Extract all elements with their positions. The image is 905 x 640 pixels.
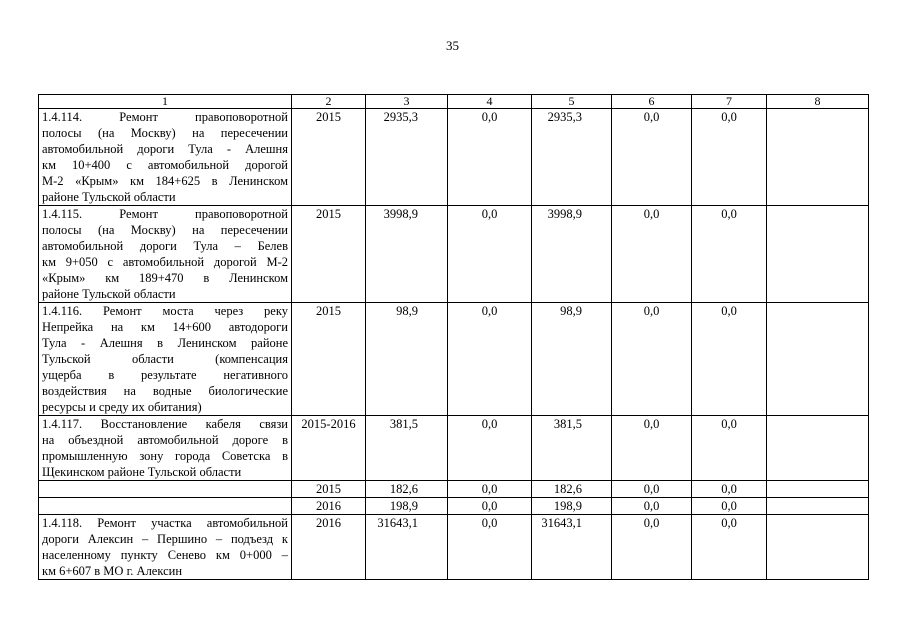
amount-total-cell-value: 182,6 [389,482,418,496]
item-description [39,498,292,515]
note-cell [767,206,869,303]
year-cell-value: 2015 [316,207,341,221]
amount-total-cell [366,416,448,481]
year-cell-value: 2016 [316,499,341,513]
municipal-cell [612,515,692,580]
description-line: промышленную зону города Советска в [42,449,288,463]
table-row [39,481,869,498]
regional-cell [532,498,612,515]
description-line: Непрейка на км 14+600 автодороги [42,320,288,334]
other-cell-value: 0,0 [721,110,737,124]
municipal-cell-value: 0,0 [643,417,660,431]
regional-cell-value: 31643,1 [541,516,582,530]
other-cell [692,109,767,206]
federal-cell [448,498,532,515]
regional-cell [532,206,612,303]
year-cell-value: 2016 [316,516,341,530]
regional-cell-value: 182,6 [553,482,582,496]
amount-total-cell [366,206,448,303]
regional-cell [532,416,612,481]
item-description [39,109,292,206]
amount-total-cell [366,498,448,515]
other-cell [692,303,767,416]
regional-cell-value: 198,9 [553,499,582,513]
item-description [39,303,292,416]
year-cell [292,206,366,303]
other-cell-value: 0,0 [721,304,737,318]
table-row [39,206,869,303]
amount-total-cell [366,303,448,416]
regional-cell [532,109,612,206]
municipal-cell [612,416,692,481]
federal-cell [448,303,532,416]
year-cell [292,515,366,580]
year-cell-value: 2015 [316,304,341,318]
other-cell-value: 0,0 [721,482,737,496]
note-cell [767,481,869,498]
regional-cell-value: 381,5 [553,417,582,431]
item-description [39,481,292,498]
description-line: 1.4.118. Ремонт участка автомобильной [42,516,288,530]
municipal-cell [612,303,692,416]
year-cell-value: 2015-2016 [301,417,356,431]
description-line: М-2 «Крым» км 184+625 в Ленинском [42,174,288,188]
regional-cell-value: 98,9 [560,304,582,318]
description-line: ресурсы и среду их обитания) [42,400,202,414]
other-cell-value: 0,0 [721,516,737,530]
federal-cell-value: 0,0 [481,304,498,318]
description-line: км 9+050 с автомобильной дорогой М-2 [42,255,288,269]
note-cell [767,109,869,206]
municipal-cell-value: 0,0 [643,304,660,318]
federal-cell-value: 0,0 [481,207,498,221]
year-cell-value: 2015 [316,482,341,496]
description-line: Щекинском районе Тульской области [42,465,242,479]
table-row [39,416,869,481]
description-line: автомобильной дороги Тула - Алешня [42,142,288,156]
header-cell: 8 [767,95,869,109]
description-line: полосы (на Москву) на пересечении [42,223,288,237]
other-cell-value: 0,0 [721,417,737,431]
description-line: «Крым» км 189+470 в Ленинском [42,271,288,285]
description-line: воздействия на водные биологические [42,384,288,398]
amount-total-cell-value: 2935,3 [383,110,418,124]
other-cell-value: 0,0 [721,207,737,221]
other-cell-value: 0,0 [721,499,737,513]
year-cell [292,109,366,206]
amount-total-cell-value: 98,9 [396,304,418,318]
header-cell: 6 [612,95,692,109]
year-cell [292,498,366,515]
page-number: 35 [446,38,459,53]
description-line: на объездной автомобильной дороге в [42,433,288,447]
municipal-cell-value: 0,0 [643,207,660,221]
amount-total-cell-value: 381,5 [389,417,418,431]
year-cell [292,303,366,416]
item-description [39,416,292,481]
header-row [39,95,869,109]
federal-cell-value: 0,0 [481,482,498,496]
regional-cell-value: 2935,3 [547,110,582,124]
amount-total-cell-value: 198,9 [389,499,418,513]
amount-total-cell [366,515,448,580]
amount-total-cell-value: 3998,9 [383,207,418,221]
regional-cell [532,481,612,498]
municipal-cell-value: 0,0 [643,499,660,513]
description-line: км 10+400 с автомобильной дорогой [42,158,288,172]
municipal-cell [612,206,692,303]
federal-cell [448,481,532,498]
table-row [39,515,869,580]
header-cell: 4 [448,95,532,109]
description-line: дороги Алексин – Першино – подъезд к [42,532,288,546]
other-cell [692,481,767,498]
description-line: полосы (на Москву) на пересечении [42,126,288,140]
item-description [39,515,292,580]
federal-cell [448,109,532,206]
federal-cell [448,416,532,481]
description-line [42,498,288,514]
description-line: Тульской области (компенсация [42,352,288,366]
description-line [42,481,288,497]
municipal-cell-value: 0,0 [643,482,660,496]
municipal-cell [612,498,692,515]
description-line: автомобильной дороги Тула – Белев [42,239,288,253]
municipal-cell-value: 0,0 [643,110,660,124]
federal-cell-value: 0,0 [481,499,498,513]
federal-cell [448,515,532,580]
note-cell [767,303,869,416]
year-cell [292,416,366,481]
header-cell: 2 [292,95,366,109]
federal-cell-value: 0,0 [481,110,498,124]
municipal-cell [612,109,692,206]
table-row [39,109,869,206]
table-row [39,498,869,515]
other-cell [692,498,767,515]
header-cell: 7 [692,95,767,109]
description-line: 1.4.115. Ремонт правоповоротной [42,207,288,221]
amount-total-cell-value: 31643,1 [377,516,418,530]
amount-total-cell [366,481,448,498]
federal-cell-value: 0,0 [481,417,498,431]
note-cell [767,498,869,515]
other-cell [692,416,767,481]
description-line: ущерба в результате негативного [42,368,288,382]
description-line: км 6+607 в МО г. Алексин [42,564,183,578]
header-cell: 1 [39,95,292,109]
municipal-cell-value: 0,0 [643,516,660,530]
federal-cell-value: 0,0 [481,516,498,530]
regional-cell [532,303,612,416]
year-cell [292,481,366,498]
regional-cell [532,515,612,580]
regional-cell-value: 3998,9 [547,207,582,221]
description-line: 1.4.117. Восстановление кабеля связи [42,417,288,431]
description-line: Тула - Алешня в Ленинском районе [42,336,288,350]
description-line: 1.4.114. Ремонт правоповоротной [42,110,288,124]
note-cell [767,515,869,580]
description-line: 1.4.116. Ремонт моста через реку [42,304,288,318]
header-cell: 3 [366,95,448,109]
other-cell [692,206,767,303]
amount-total-cell [366,109,448,206]
budget-table [38,94,869,580]
year-cell-value: 2015 [316,110,341,124]
table-row [39,303,869,416]
other-cell [692,515,767,580]
header-cell: 5 [532,95,612,109]
item-description [39,206,292,303]
description-line: районе Тульской области [42,190,176,204]
note-cell [767,416,869,481]
municipal-cell [612,481,692,498]
federal-cell [448,206,532,303]
description-line: населенному пункту Сенево км 0+000 – [42,548,288,562]
description-line: районе Тульской области [42,287,176,301]
